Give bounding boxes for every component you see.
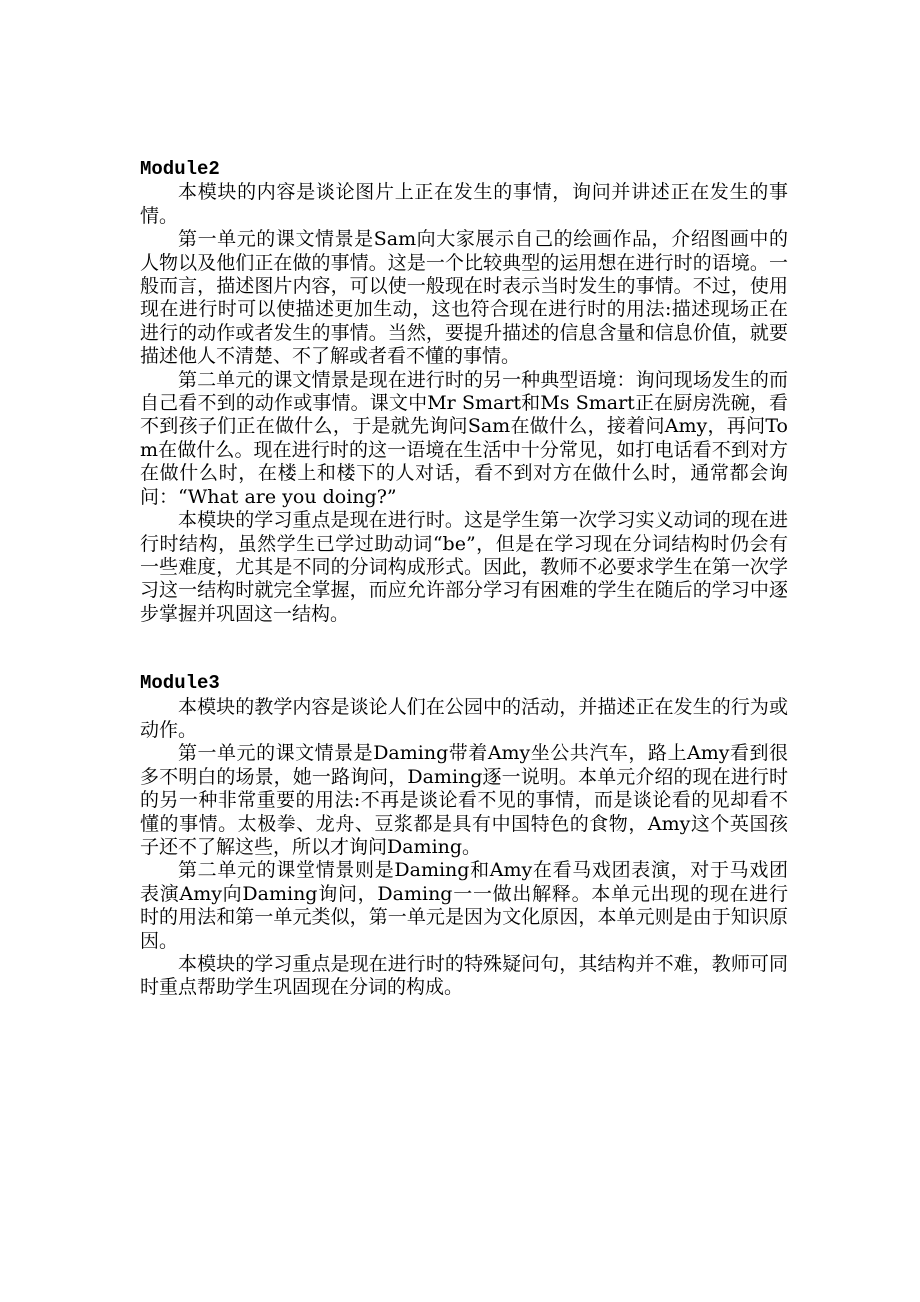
module-2-paragraph-3: 第二单元的课文情景是现在进行时的另一种典型语境：询问现场发生的而自己看不到的动作或事情。课文中Mr Smart和Ms Smart正在厨房洗碗，看不到孩子们正在做什么，于是就先询问Sam在做什么，接着问Amy，再问Tom在做什么。现在进行时的这一语境在生活中十分常见，如打电话看不到对方在做什么时，在楼上和楼下的人对话，看不到对方在做什么时，通常都会询问：“What are you doing?” (140, 368, 788, 508)
document-page (140, 158, 788, 1000)
module-3-paragraph-1: 本模块的教学内容是谈论人们在公园中的活动，并描述正在发生的行为或动作。 (140, 695, 788, 741)
module-3-paragraph-3: 第二单元的课堂情景则是Daming和Amy在看马戏团表演，对于马戏团表演Amy向Daming询问，Daming一一做出解释。本单元出现的现在进行时的用法和第一单元类似，第一单元是因为文化原因，本单元则是由于知识原因。 (140, 859, 788, 952)
module-3-paragraph-4: 本模块的学习重点是现在进行时的特殊疑问句，其结构并不难，教师可同时重点帮助学生巩固现在分词的构成。 (140, 953, 788, 999)
module-2-heading: Module2 (140, 158, 220, 180)
module-3-heading: Module3 (140, 672, 220, 695)
module-2-paragraph-1: 本模块的内容是谈论图片上正在发生的事情，询问并讲述正在发生的事情。 (140, 181, 788, 227)
module-3-section (140, 672, 788, 1000)
module-2-paragraph-4: 本模块的学习重点是现在进行时。这是学生第一次学习实义动词的现在进行时结构，虽然学生已学过助动词“be”，但是在学习现在分词结构时仍会有一些难度，尤其是不同的分词构成形式。因此，教师不必要求学生在第一次学习这一结构时就完全掌握，而应允许部分学习有困难的学生在随后的学习中逐步掌握并巩固这一结构。 (140, 509, 788, 625)
module-3-paragraph-2: 第一单元的课文情景是Daming带着Amy坐公共汽车，路上Amy看到很多不明白的场景，她一路询问，Daming逐一说明。本单元介绍的现在进行时的另一种非常重要的用法:不再是谈论看不见的事情，而是谈论看的见却看不懂的事情。太极拳、龙舟、豆浆都是具有中国特色的食物，Amy这个英国孩子还不了解这些，所以才询问Daming。 (140, 742, 788, 858)
module-2-paragraph-2: 第一单元的课文情景是Sam向大家展示自己的绘画作品，介绍图画中的人物以及他们正在做的事情。这是一个比较典型的运用想在进行时的语境。一般而言，描述图片内容，可以使一般现在时表示当时发生的事情。不过，使用现在进行时可以使描述更加生动，这也符合现在进行时的用法:描述现场正在进行的动作或者发生的事情。当然，要提升描述的信息含量和信息价值，就要描述他人不清楚、不了解或者看不懂的事情。 (140, 228, 788, 368)
module-2-section (140, 158, 788, 626)
